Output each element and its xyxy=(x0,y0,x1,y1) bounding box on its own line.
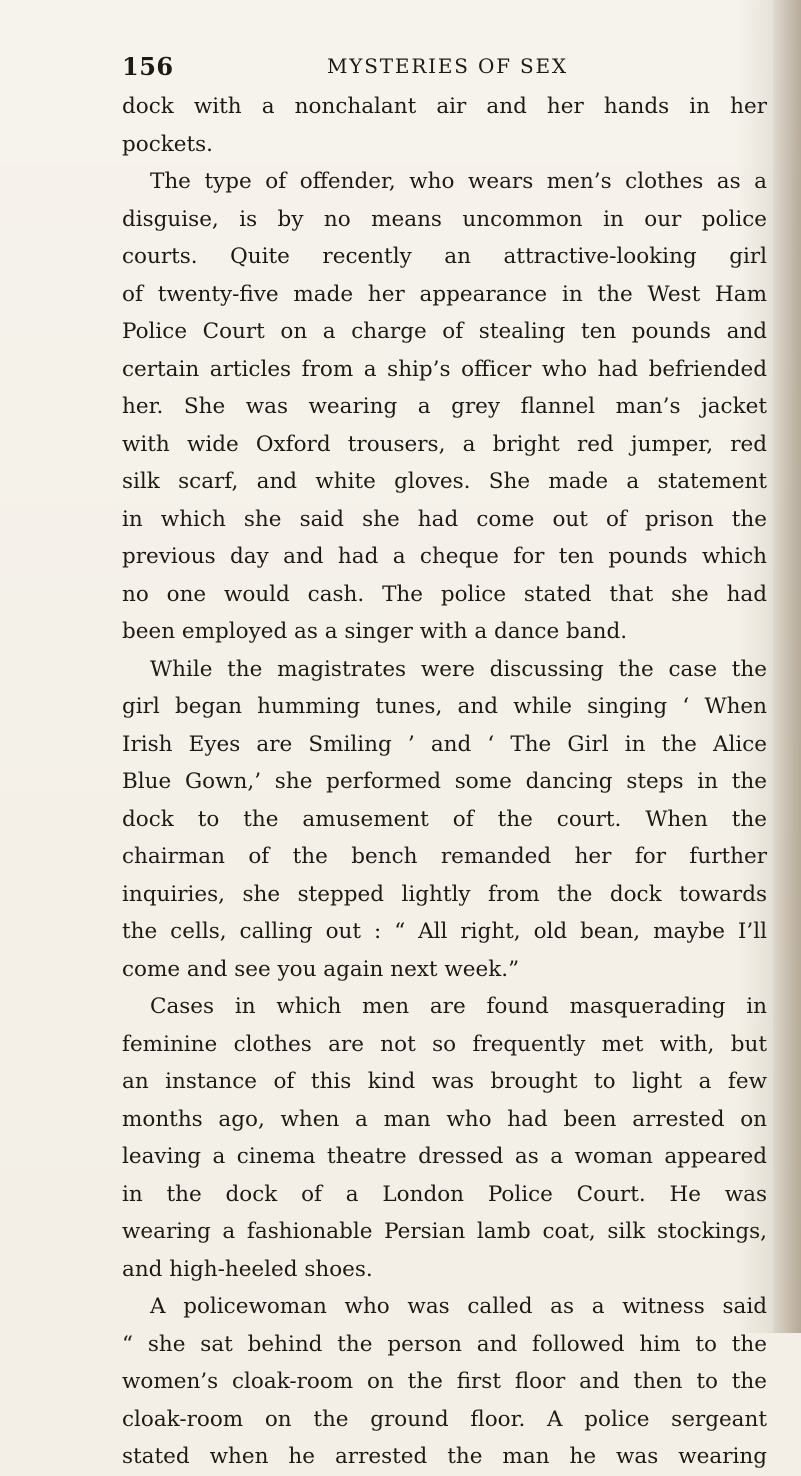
page-number: 156 xyxy=(122,52,174,81)
text-line: “ she sat behind the person and followed him to the xyxy=(122,1331,767,1357)
text-line: Irish Eyes are Smiling ’ and ‘ The Girl in the Alice xyxy=(122,731,767,757)
text-line: girl began humming tunes, and while singing ‘ When xyxy=(122,694,767,719)
text-line: previous day and had a cheque for ten pounds which xyxy=(122,544,767,569)
text-line: disguise, is by no means uncommon in our police xyxy=(122,206,767,232)
text-line: While the magistrates were discussing the case the xyxy=(150,656,767,682)
text-line: courts. Quite recently an attractive-looking girl xyxy=(122,244,767,269)
text-line: and high-heeled shoes. xyxy=(122,1256,373,1282)
text-line: certain articles from a ship’s officer who had befriended xyxy=(122,356,767,382)
text-line: been employed as a singer with a dance band. xyxy=(122,619,628,644)
text-line: cloak-room on the ground floor. A police sergeant xyxy=(122,1406,767,1432)
text-line: months ago, when a man who had been arrested on xyxy=(122,1106,767,1132)
text-line: wearing a fashionable Persian lamb coat, silk stockings, xyxy=(122,1219,767,1244)
text-line: an instance of this kind was brought to light a few xyxy=(122,1069,767,1094)
text-line: her. She was wearing a grey flannel man’s jacket xyxy=(122,394,767,419)
text-line: chairman of the bench remanded her for further xyxy=(122,844,767,869)
text-line: pockets. xyxy=(122,131,214,157)
body-text xyxy=(122,88,767,1476)
text-line: stated when he arrested the man he was wearing xyxy=(122,1444,767,1469)
text-line: silk scarf, and white gloves. She made a statement xyxy=(122,469,767,494)
text-line: come and see you again next week.” xyxy=(122,956,520,982)
text-line: Cases in which men are found masquerading in xyxy=(150,994,767,1019)
running-title: MYSTERIES OF SEX xyxy=(327,54,568,78)
text-line: the cells, calling out : “ All right, old bean, maybe I’ll xyxy=(122,919,767,944)
text-line: dock to the amusement of the court. When the xyxy=(122,806,767,832)
text-line: feminine clothes are not so frequently met with, but xyxy=(122,1031,767,1057)
text-line: Blue Gown,’ she performed some dancing steps in the xyxy=(122,769,767,794)
text-line: The type of offender, who wears men’s clothes as a xyxy=(150,169,767,194)
text-line: women’s cloak-room on the first floor and then to the xyxy=(122,1369,767,1394)
text-line: Police Court on a charge of stealing ten pounds and xyxy=(122,319,767,344)
text-line: of twenty-five made her appearance in the West Ham xyxy=(122,281,767,307)
text-line: inquiries, she stepped lightly from the dock towards xyxy=(122,881,767,907)
page-edge-shadow xyxy=(773,0,801,1333)
text-line: A policewoman who was called as a witness said xyxy=(150,1294,767,1319)
text-line: no one would cash. The police stated that she had xyxy=(122,581,767,607)
text-line: with wide Oxford trousers, a bright red jumper, red xyxy=(122,431,767,457)
text-line: in the dock of a London Police Court. He was xyxy=(122,1181,767,1207)
page-header xyxy=(122,52,767,86)
text-line: leaving a cinema theatre dressed as a woman appeared xyxy=(122,1144,767,1169)
text-line: in which she said she had come out of prison the xyxy=(122,506,767,532)
text-line: dock with a nonchalant air and her hands in her xyxy=(122,94,767,119)
